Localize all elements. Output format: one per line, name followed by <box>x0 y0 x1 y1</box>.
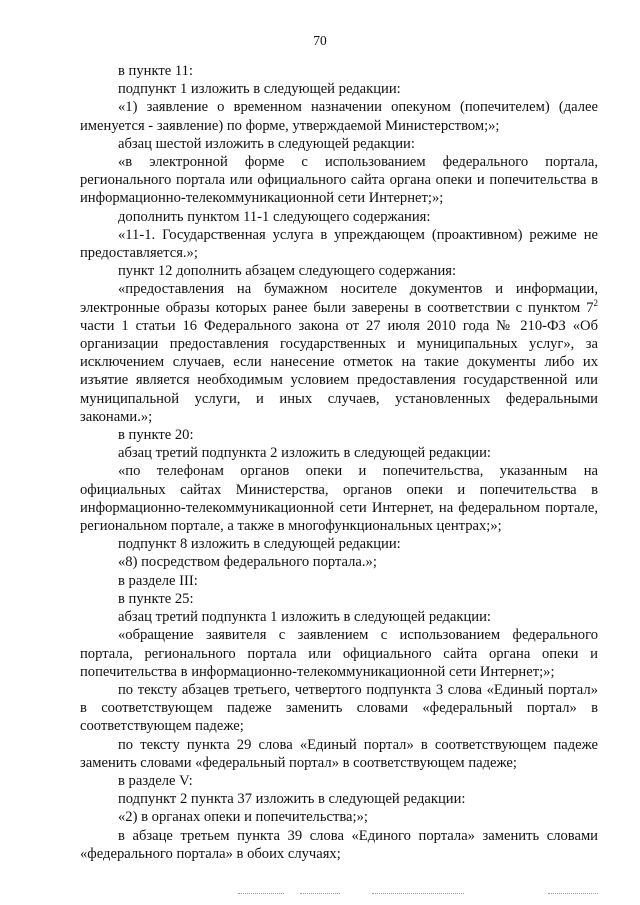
superscript-marker: 2 <box>593 297 598 308</box>
paragraph: подпункт 8 изложить в следующей редакции: <box>118 536 401 553</box>
paragraph: в разделе III: <box>118 572 198 589</box>
paragraph: «по телефонам органов опеки и попечительства, указанным на официальных сайтах Министерства, органов опеки и попечительства в информационно-телекоммуникационной сети Интернет, на федеральном портале, региональном портале, а также в многофункциональных центрах;»; <box>80 463 598 535</box>
paragraph: абзац третий подпункта 2 изложить в следующей редакции: <box>118 445 491 462</box>
paragraph: «в электронной форме с использованием федерального портала, регионального портала или официального сайта органа опеки и попечительства в информационно-телекоммуникационной сети Интернет;»; <box>80 154 598 207</box>
paragraph: по тексту абзацев третьего, четвертого подпункта 3 слова «Единый портал» в соответствующем падеже заменить словами «федеральный портал» в соответствующем падеже; <box>80 681 598 735</box>
paragraph: «1) заявление о временном назначении опекуном (попечителем) (далее именуется - заявление) по форме, утверждаемой Министерством;»; <box>80 99 598 134</box>
footer-dotted-rule <box>238 893 284 894</box>
paragraph: «2) в органах опеки и попечительства;»; <box>118 809 368 826</box>
paragraph: «обращение заявителя с заявлением с использованием федерального портала, регионального портала или официального сайта органа опеки и попечительства в информационно-телекоммуникационной сети Интернет;»; <box>80 627 598 680</box>
paragraph-with-superscript <box>80 280 598 426</box>
paragraph: пункт 12 дополнить абзацем следующего содержания: <box>118 263 457 280</box>
paragraph: в пункте 25: <box>118 590 194 607</box>
paragraph-text-start: «предоставления на бумажном носителе документов и информации, электронные образы которых ранее были заверены в соответствии с пунктом 7 <box>80 281 598 316</box>
paragraph: абзац шестой изложить в следующей редакции: <box>118 135 415 152</box>
footer-dotted-rule <box>372 893 464 894</box>
paragraph-text-end: части 1 статьи 16 Федерального закона от 27 июля 2010 года № 210-ФЗ «Об организации предоставления государственных и муниципальных услуг», за исключением случаев, если нанесение отметок на такие документы либо их изъятие является необходимым условием предоставления государственной или муниципальной услуги, и иных случаев, установленных федеральными законами.»; <box>80 317 598 425</box>
paragraph: подпункт 2 пункта 37 изложить в следующей редакции: <box>118 791 466 808</box>
paragraph: в пункте 20: <box>118 427 194 444</box>
paragraph: абзац третий подпункта 1 изложить в следующей редакции: <box>118 609 491 626</box>
footer-dotted-rule <box>300 893 340 894</box>
paragraph: в абзаце третьем пункта 39 слова «Единого портала» заменить словами «федерального портала» в обоих случаях; <box>80 827 598 862</box>
paragraph: по тексту пункта 29 слова «Единый портал» в соответствующем падеже заменить словами «федеральный портал» в соответствующем падеже; <box>80 736 598 771</box>
paragraph: «8) посредством федерального портала.»; <box>118 554 377 571</box>
page-number: 70 <box>313 33 327 48</box>
paragraph: в разделе V: <box>118 772 193 789</box>
paragraph: подпункт 1 изложить в следующей редакции: <box>118 81 401 98</box>
paragraph: «11-1. Государственная услуга в упреждающем (проактивном) режиме не предоставляется.»; <box>80 226 598 262</box>
footer-dotted-rule <box>548 893 598 894</box>
paragraph: в пункте 11: <box>118 63 193 79</box>
paragraph: дополнить пунктом 11-1 следующего содержания: <box>118 208 431 225</box>
document-body <box>80 62 598 863</box>
